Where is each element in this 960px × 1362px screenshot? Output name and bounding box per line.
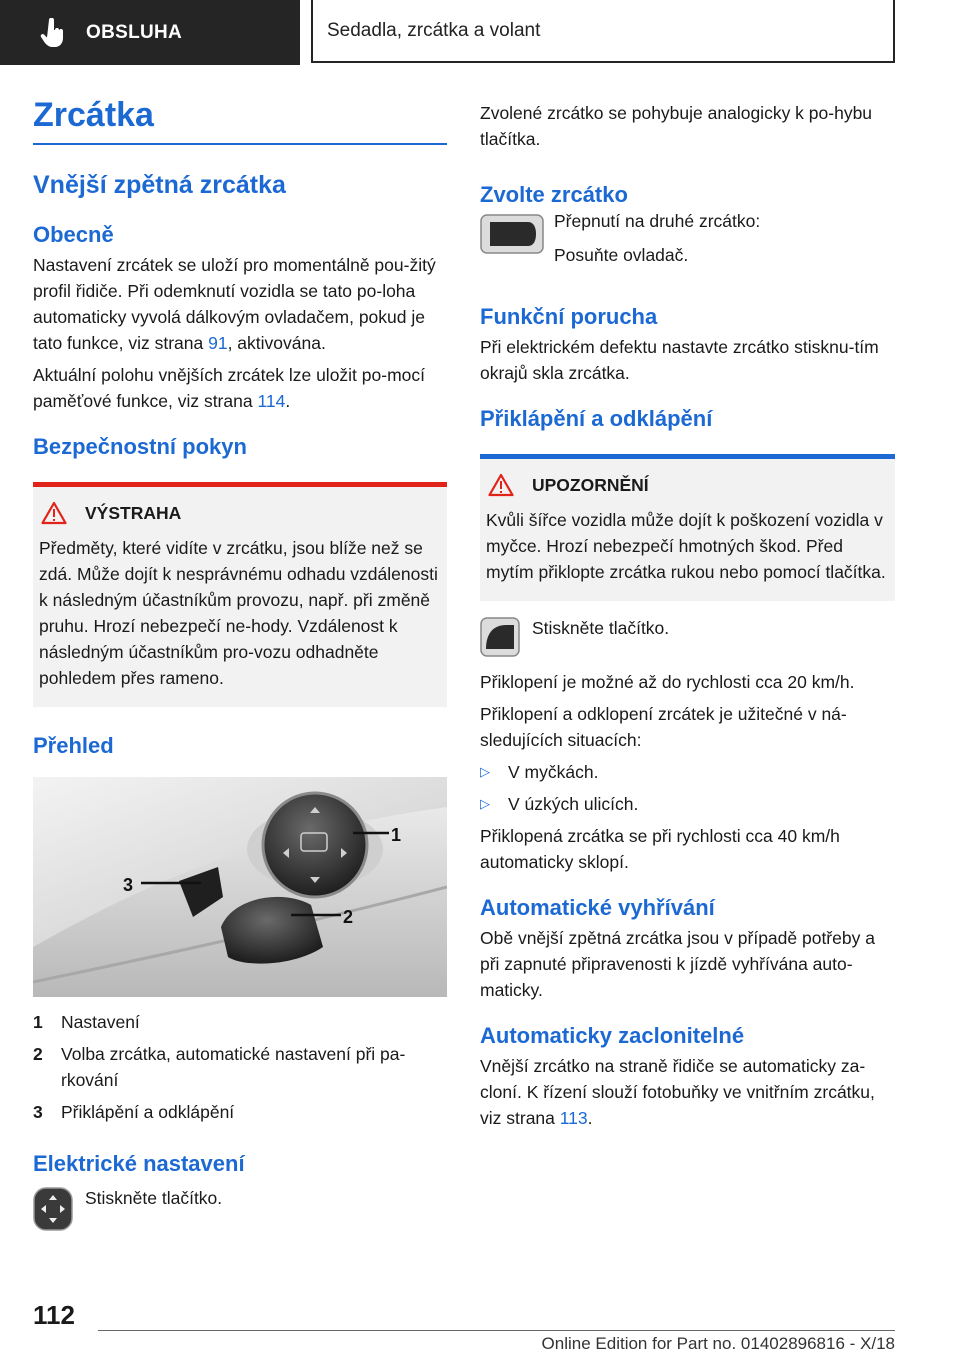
- heading-general: Obecně: [33, 222, 114, 247]
- general-paragraph-1: Nastavení zrcátek se uloží pro momentálně pou-žitý profil řidiče. Při odemknutí vozidla se tato po-loha automaticky vyvolá dálkovým ovladačem, pokud je tato funkce, viz strana 91, aktivována.: [33, 255, 436, 353]
- warning-label: VÝSTRAHA: [85, 502, 182, 523]
- caution-text: Kvůli šířce vozidla může dojít k poškození vozidla v myčce. Hrozí nebezpečí hmotných škod. Před mytím přiklopte zrcátka rukou nebo pomocí tlačítka.: [486, 510, 886, 582]
- electric-adjust-text: Stiskněte tlačítko.: [85, 1188, 223, 1208]
- malfunction-text: Při elektrickém defektu nastavte zrcátko stisknu-tím okrajů skla zrcátka.: [480, 337, 879, 383]
- warning-triangle-icon: [41, 501, 67, 525]
- caution-triangle-icon: [488, 473, 514, 497]
- legend-item: 2 Volba zrcátka, automatické nastavení při pa-rkování: [33, 1044, 406, 1090]
- link-page-91[interactable]: 91: [208, 333, 228, 353]
- footer-edition: Online Edition for Part no. 01402896816 - X/18: [541, 1334, 895, 1353]
- header-chapter-tab: [311, 0, 895, 63]
- link-page-114[interactable]: 114: [257, 391, 286, 411]
- footer-divider: [98, 1330, 895, 1331]
- select-mirror-row: [480, 211, 895, 268]
- fold-paragraph-3: Přiklopená zrcátka se při rychlosti cca 40 km/h automaticky sklopí.: [480, 826, 840, 872]
- callout-2: 2: [343, 907, 354, 927]
- electric-adjust-row: [33, 1187, 447, 1231]
- section-title: OBSLUHA: [86, 21, 183, 43]
- select-mirror-line-1: Přepnutí na druhé zrcátko:: [554, 211, 761, 231]
- link-page-113[interactable]: 113: [559, 1108, 588, 1128]
- heading-electric: Elektrické nastavení: [33, 1151, 245, 1176]
- auto-dimming-text: Vnější zrcátko na straně řidiče se automaticky za-cloní. K řízení slouží fotobuňky ve vnitřním zrcátku, viz strana 113.: [480, 1056, 875, 1128]
- bullet-triangle-icon: ▷: [480, 796, 490, 811]
- legend-item: 1 Nastavení: [33, 1012, 140, 1032]
- hand-pointer-icon: [40, 18, 66, 48]
- heading-safety: Bezpečnostní pokyn: [33, 434, 247, 459]
- caution-label: UPOZORNĚNÍ: [532, 474, 649, 495]
- heading-select-mirror: Zvolte zrcátko: [480, 182, 628, 207]
- fold-paragraph-1: Přiklopení je možné až do rychlosti cca 20 km/h.: [480, 672, 855, 692]
- heading-overview: Přehled: [33, 733, 114, 758]
- mirror-control-photo: [33, 777, 447, 997]
- fold-button-icon: [480, 617, 520, 657]
- left-column: [33, 96, 447, 1231]
- right-column: [480, 100, 895, 1131]
- heading-auto-dimming: Automaticky zaclonitelné: [480, 1023, 745, 1048]
- heading-heating: Automatické vyhřívání: [480, 895, 715, 920]
- list-item: ▷ V myčkách.: [480, 759, 895, 785]
- caution-box: [480, 454, 895, 601]
- fold-press-text: Stiskněte tlačítko.: [532, 618, 670, 638]
- page-title: Zrcátka: [33, 96, 447, 145]
- heading-fold: Přiklápění a odklápění: [480, 406, 713, 431]
- chapter-title: Sedadla, zrcátka a volant: [327, 19, 541, 41]
- select-mirror-line-2: Posuňte ovladač.: [554, 245, 689, 265]
- fold-button-row: [480, 617, 895, 657]
- general-paragraph-2: Aktuální polohu vnějších zrcátek lze uložit po-mocí paměťové funkce, viz strana 114.: [33, 365, 425, 411]
- mirror-select-button-icon: [480, 214, 544, 254]
- legend-item: 3 Přiklápění a odklápění: [33, 1102, 235, 1122]
- mirror-adjust-button-icon: [33, 1187, 73, 1231]
- list-item: ▷ V úzkých ulicích.: [480, 791, 895, 817]
- heating-text: Obě vnější zpětná zrcátka jsou v případě potřeby a při zapnuté připravenosti k jízdě vyhřívána auto-maticky.: [480, 928, 875, 1000]
- intro-paragraph: Zvolené zrcátko se pohybuje analogicky k po-hybu tlačítka.: [480, 103, 873, 149]
- warning-box: [33, 482, 447, 707]
- callout-1: 1: [391, 825, 402, 845]
- heading-outer-mirrors: Vnější zpětná zrcátka: [33, 171, 286, 199]
- fold-paragraph-2: Přiklopení a odklopení zrcátek je užitečné v ná-sledujících situacích:: [480, 704, 847, 750]
- page-number: 112: [33, 1300, 75, 1330]
- warning-text: Předměty, které vidíte v zrcátku, jsou blíže než se zdá. Může dojít k nesprávnému odhadu vzdálenosti k následným účastníkům provozu, např. při změně pruhu. Hrozí nebezpečí ne-hody. Vzdálenost k následným účastníkům pro-vozu odhadněte pohledem přes rameno.: [39, 538, 438, 688]
- header-section-tab: [0, 0, 300, 65]
- heading-malfunction: Funkční porucha: [480, 304, 658, 329]
- overview-legend: [33, 1009, 447, 1125]
- callout-3: 3: [123, 875, 134, 895]
- bullet-triangle-icon: ▷: [480, 764, 490, 779]
- mirror-control-illustration: [33, 777, 447, 997]
